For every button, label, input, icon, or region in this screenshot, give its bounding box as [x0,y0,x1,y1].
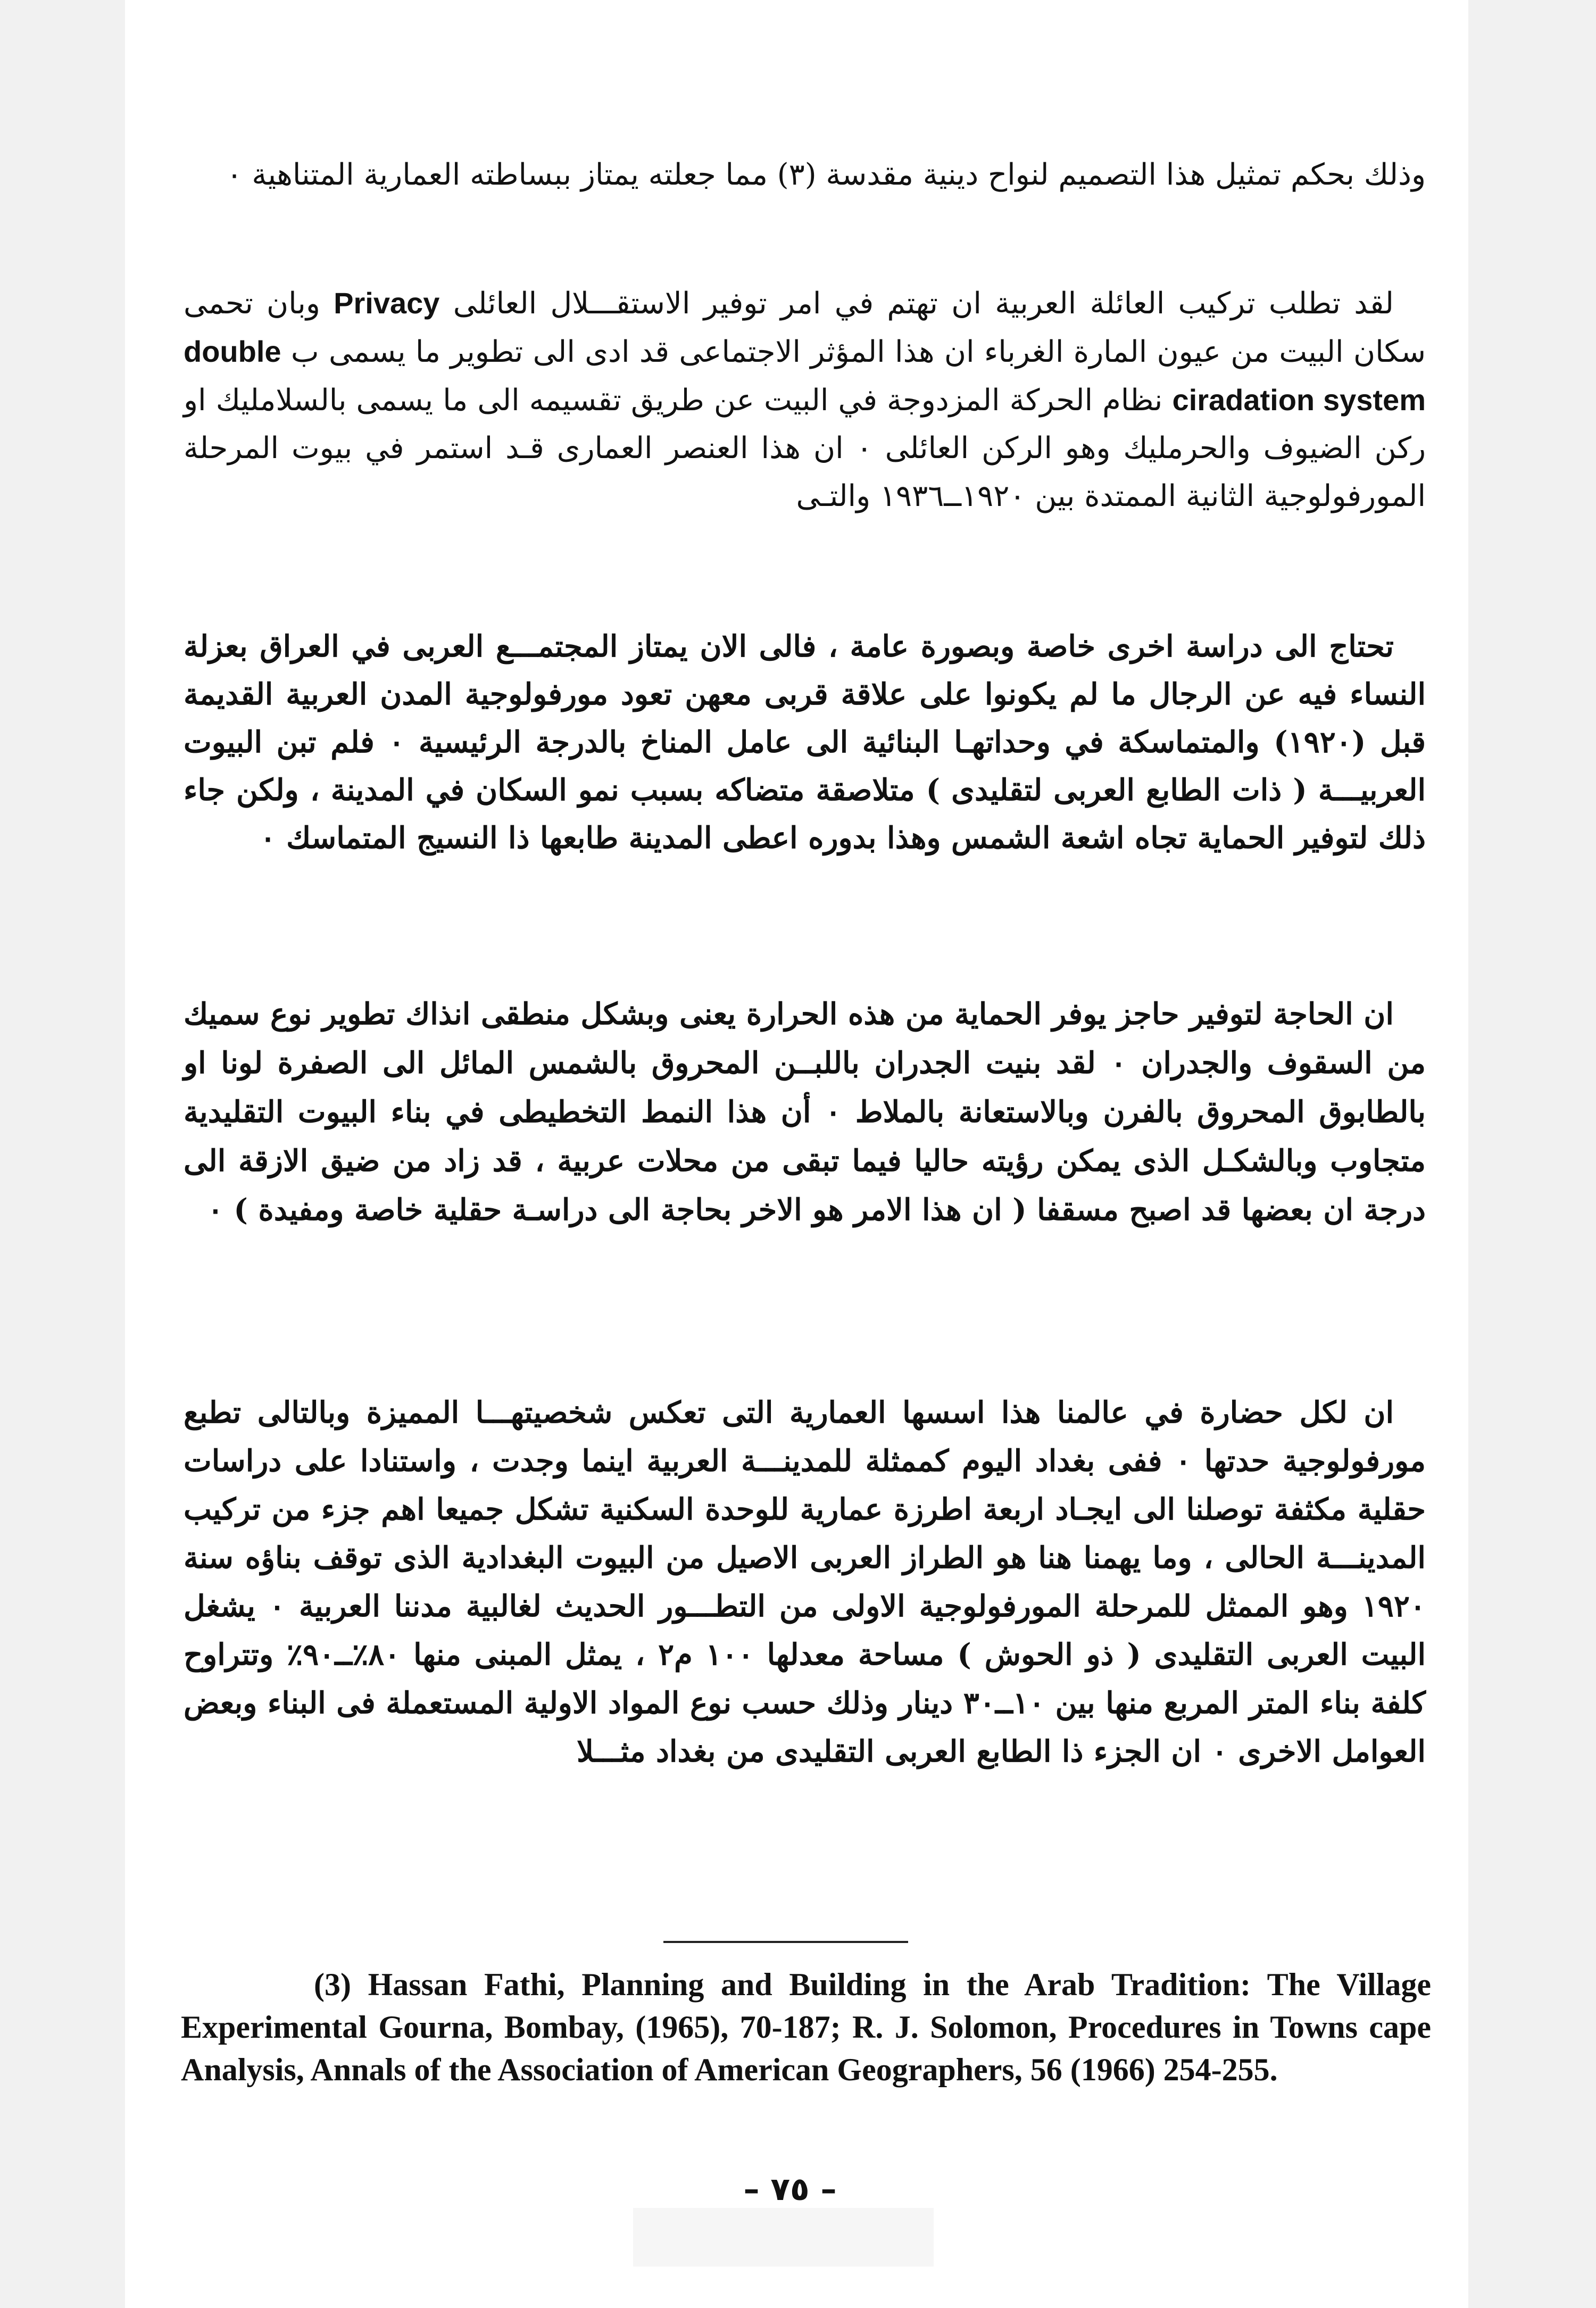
paragraph-1-text: وذلك بحكم تمثيل هذا التصميم لنواح دينية مقدسة (٣) مما جعلته يمتاز ببساطته العمارية المتناهية ٠ [226,157,1426,192]
paragraph-5 [184,1389,1426,1776]
paragraph-2 [184,279,1426,520]
scan-margin-left [0,0,125,2308]
scan-artifact-patch [633,2208,934,2267]
paragraph-2-part-2: وبان تحمى سكان البيت من عيون المارة الغرباء ان هذا المؤثر الاجتماعى قد ادى الى تطوير ما يسمى ب [184,286,1426,369]
page-number: – ٧٥ – [743,2171,837,2208]
footnote-divider [663,1941,908,1943]
scan-margin-right [1468,0,1596,2308]
paragraph-2-part-1: لقد تطلب تركيب العائلة العربية ان تهتم في امر توفير الاستقـــلال العائلى [453,286,1394,321]
paragraph-2-text [184,279,1426,520]
footnote-text: (3) Hassan Fathi, Planning and Building in the Arab Tradition: The Village Experimental Gourna, Bombay, (1965), 70-187; R. J. Solomon, Procedures in Towns cape Analysis, Annals of the Association of American Geographers, 56 (1966) 254-255. [181,1967,1431,2087]
privacy-term: Privacy [334,286,440,320]
footnote [181,1963,1431,2091]
paragraph-1 [184,152,1426,198]
paragraph-2-part-3: نظام الحركة المزدوجة في البيت عن طريق تقسيمه الى ما يسمى بالسلامليك او ركن الضيوف والحرمليك وهو الركن العائلى ٠ ان هذا العنصر العمارى قـد استمر في بيوت المرحلة المورفولوجية الثانية الممتدة بين ١٩٢٠ــ١٩٣٦ والتـى [184,383,1426,513]
double-circulation-system-term: double ciradation system [184,335,1426,417]
paragraph-5-text: ان لكل حضارة في عالمنا هذا اسسها العمارية التى تعكس شخصيتهـــا المميزة وبالتالى تطبع مورفولوجية حدتها ٠ ففى بغداد اليوم كممثلة للمدينـــة العربية اينما وجدت ، واستنادا على دراسات حقلية مكثفة توصلنا الى ايجـاد اربعة اطرزة عمارية للوحدة السكنية تشكل جميعا اهم جزء من تركيب المدينـــة الحالى ، وما يهمنا هنا هو الطراز العربى الاصيل من البيوت البغدادية الذى توقف بناؤه سنة ١٩٢٠ وهو الممثل للمرحلة المورفولوجية الاولى من التطـــور الحديث لغالبية مدننا العربية ٠ يشغل البيت العربى التقليدى ( ذو الحوش ) مساحة معدلها ١٠٠ م٢ ، يمثل المبنى منها ٨٠٪ــ٩٠٪ وتتراوح كلفة بناء المتر المربع منها بين ١٠ــ٣٠ دينار وذلك حسب نوع المواد الاولية المستعملة فى البناء وبعض العوامل الاخرى ٠ ان الجزء ذا الطابع العربى التقليدى من بغداد مثـــلا [184,1395,1426,1769]
paragraph-3 [184,622,1426,862]
paragraph-3-text: تحتاج الى دراسة اخرى خاصة وبصورة عامة ، فالى الان يمتاز المجتمـــع العربى في العراق بعزلة النساء فيه عن الرجال ما لم يكونوا على علاقة قربى معهن تعود مورفولوجية المدن العربية القديمة قبل (١٩٢٠) والمتماسكة في وحداتهـا البنائية الى عامل المناخ بالدرجة الرئيسية ٠ فلم تبن البيوت العربيـــة ( ذات الطابع العربى لتقليدى ) متلاصقة متضاكه بسبب نمو السكان في المدينة ، ولكن جاء ذلك لتوفير الحماية تجاه اشعة الشمس وهذا بدوره اعطى المدينة طابعها ذا النسيج المتماسك ٠ [184,629,1426,856]
paragraph-4-text: ان الحاجة لتوفير حاجز يوفر الحماية من هذه الحرارة يعنى وبشكل منطقى انذاك تطوير نوع سميك من السقوف والجدران ٠ لقد بنيت الجدران باللبــن المحروق بالشمس المائل الى الصفرة لونا او بالطابوق المحروق بالفرن وبالاستعانة بالملاط ٠ أن هذا النمط التخطيطى في بناء البيوت التقليدية متجاوب وبالشكـل الذى يمكن رؤيته حاليا فيما تبقى من محلات عربية ، قد زاد من ضيق الازقة الى درجة ان بعضها قد اصبح مسقفا ( ان هذا الامر هو الاخر بحاجة الى دراسـة حقلية خاصة ومفيدة ) ٠ [184,997,1426,1227]
book-page [125,0,1468,2308]
paragraph-4 [184,990,1426,1234]
